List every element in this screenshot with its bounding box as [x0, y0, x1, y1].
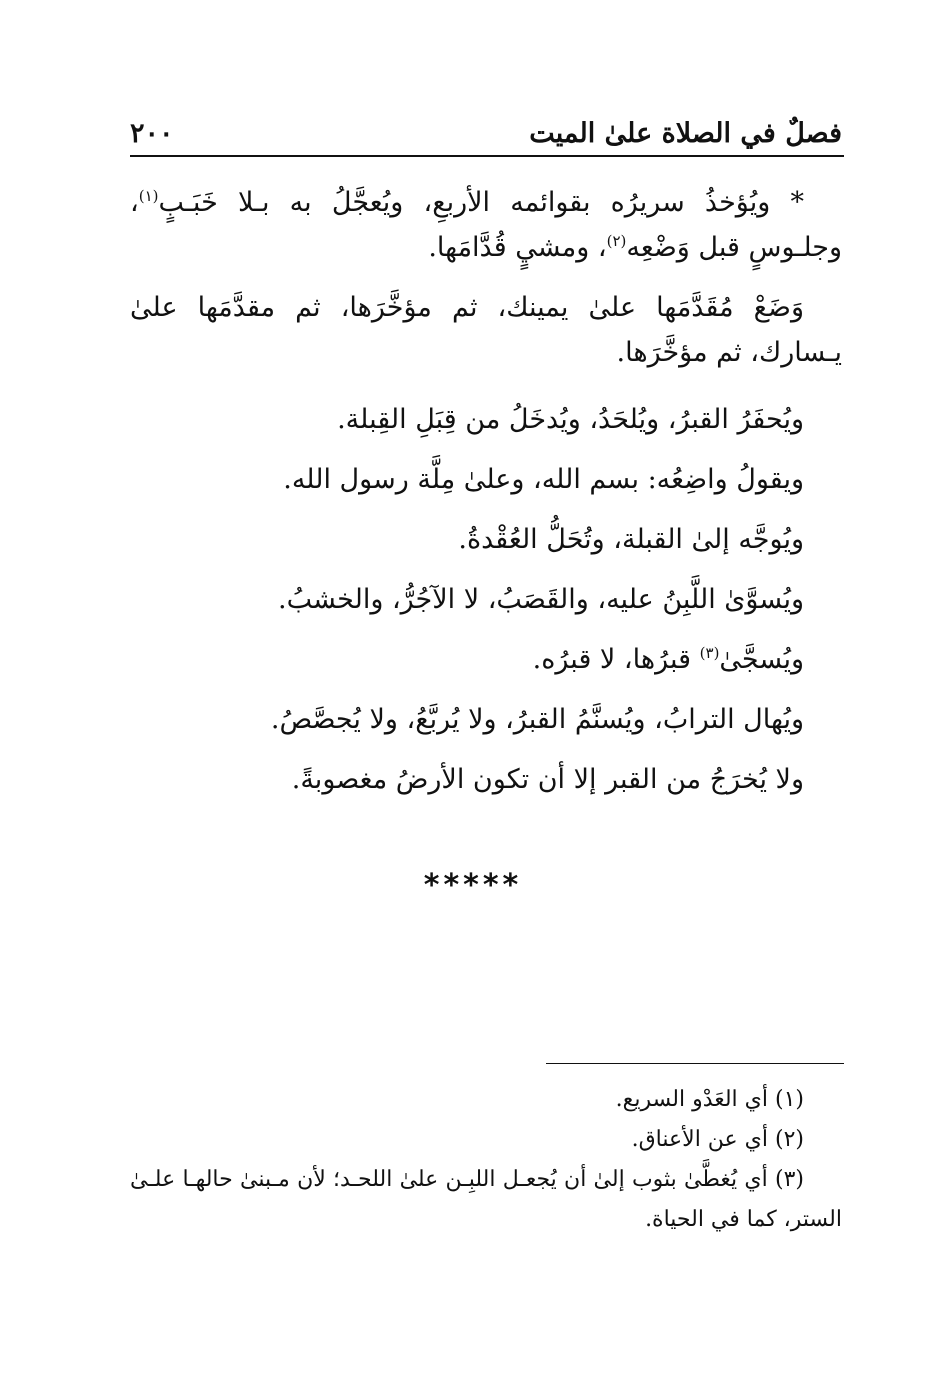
page-number: ٢٠٠	[130, 118, 174, 149]
main-text	[130, 180, 842, 810]
paragraph-1	[130, 180, 842, 270]
footnote-1: (١) أي العَدْو السريع.	[615, 1087, 804, 1112]
paragraph-2: وَضَعْ مُقَدَّمَها علىٰ يمينك، ثم مؤخَّرَها، ثم مقدَّمَها علىٰ يـسارك، ثم مؤخَّرَها.	[130, 292, 842, 368]
footnote-3: (٣) أي يُغطَّىٰ بثوب إلىٰ أن يُجعـل اللبِـن علىٰ اللحـد؛ لأن مـبنىٰ حالهـا علـىٰ الستر، كما في الحياة.	[130, 1167, 842, 1232]
text-line-4: ويُسوَّىٰ اللَّبِنُ عليه، والقَصَبُ، لا الآجُرُّ، والخشبُ.	[277, 584, 804, 615]
paragraph-1-part-a: * ويُؤخذُ سريرُه بقوائمه الأربعِ، ويُعجَّلُ به بـلا خَبَـبٍ	[158, 187, 804, 218]
footnote-rule	[546, 1063, 844, 1064]
footnote-2: (٢) أي عن الأعناق.	[631, 1127, 804, 1152]
text-line-5	[130, 630, 842, 690]
page-header	[130, 104, 842, 154]
text-line-3: ويُوجَّه إلىٰ القبلة، وتُحَلُّ العُقْدةُ.	[458, 524, 804, 555]
footnote-ref-3: (٣)	[699, 644, 720, 662]
text-line-5-part-a: ويُسجَّىٰ	[719, 644, 804, 675]
text-line-7: ولا يُخرَجُ من القبر إلا أن تكون الأرضُ مغصوبةً.	[291, 764, 804, 795]
text-line-6: ويُهال الترابُ، ويُسنَّمُ القبرُ، ولا يُربَّعُ، ولا يُجصَّصُ.	[270, 704, 804, 735]
chapter-title: فصلٌ في الصلاة علىٰ الميت	[529, 118, 842, 149]
paragraph-1-part-c: ، ومشيٍ قُدَّامَها.	[428, 232, 607, 263]
section-separator: *****	[423, 868, 523, 903]
text-line-2: ويقولُ واضِعُه: بسم الله، وعلىٰ مِلَّة رسول الله.	[283, 464, 804, 495]
footnotes	[130, 1080, 842, 1240]
paragraph-1-part-b: ، وجلـوسٍ قبل وَضْعِه	[130, 187, 842, 263]
footnote-ref-2: (٢)	[606, 232, 627, 250]
text-line-5-part-b: قبرُها، لا قبرُه.	[532, 644, 700, 675]
footnote-ref-1: (١)	[138, 187, 159, 205]
header-rule	[130, 155, 844, 157]
text-line-1: ويُحفَرُ القبرُ، ويُلحَدُ، ويُدخَلُ من قِبَلِ القِبلة.	[337, 404, 804, 435]
